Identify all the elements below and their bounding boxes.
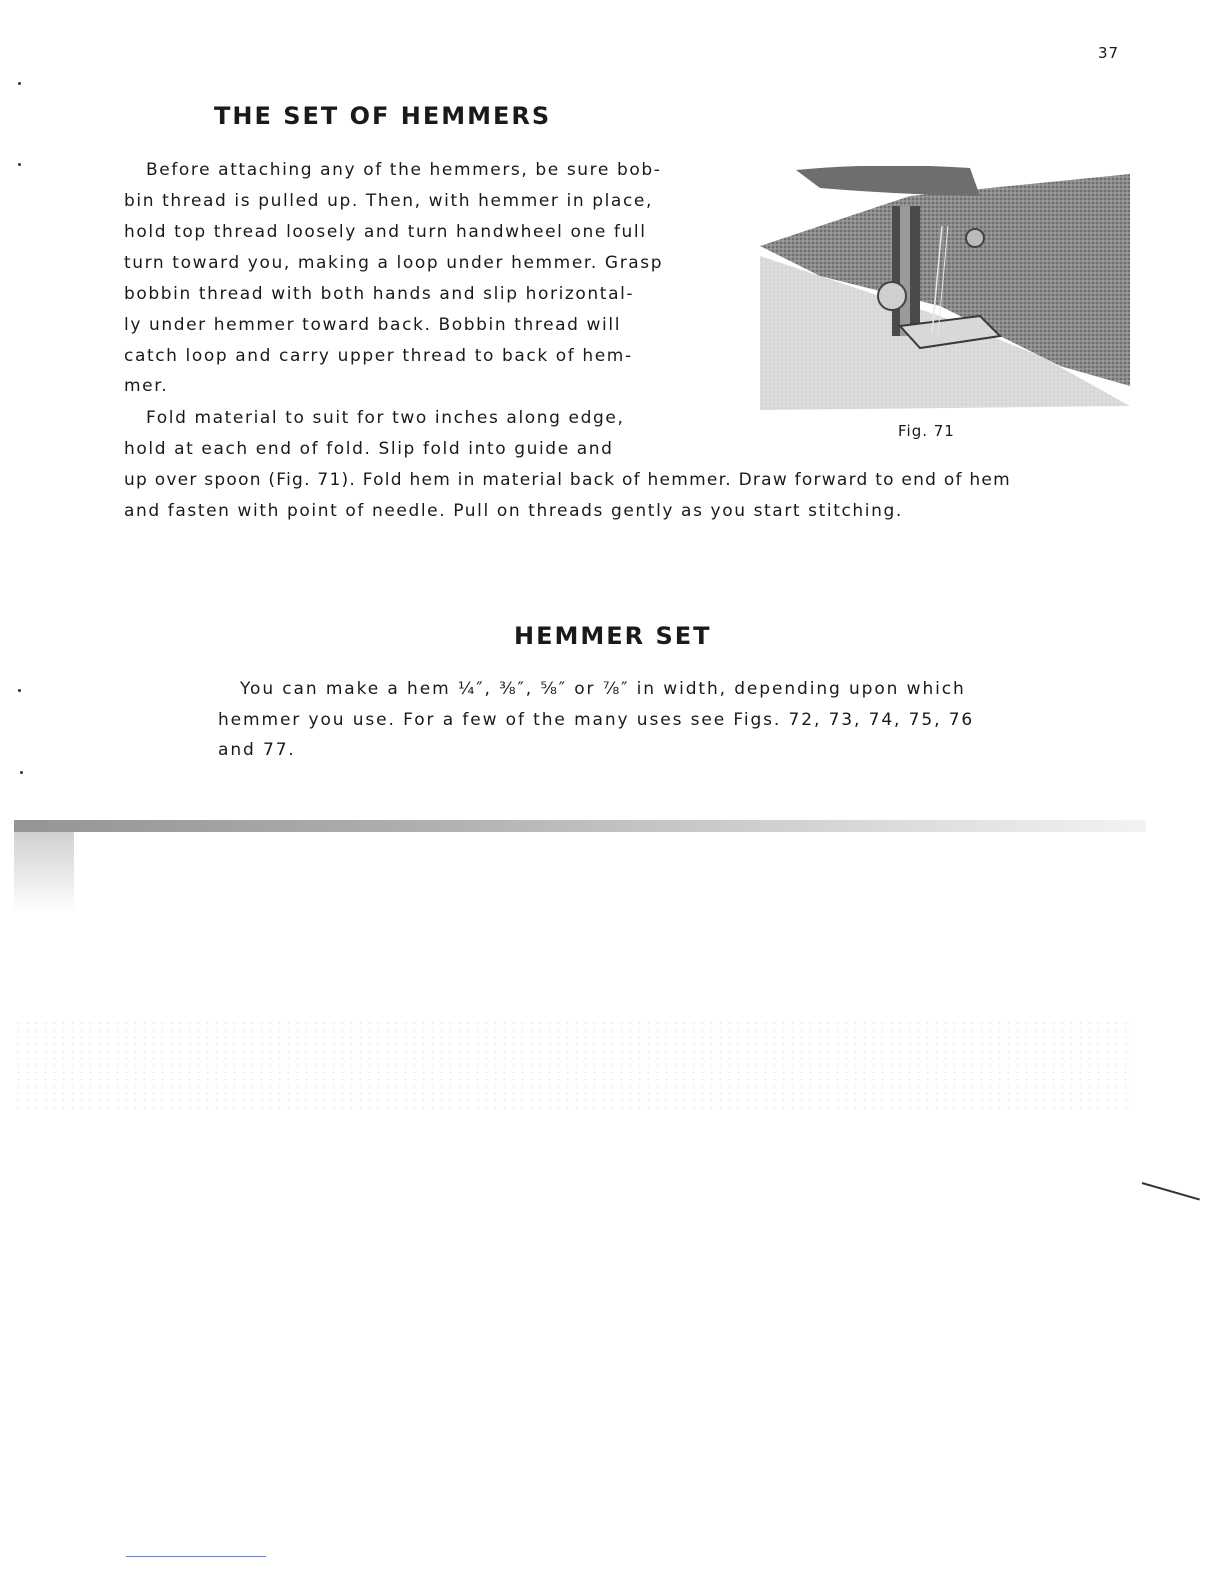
scan-speckle xyxy=(14,1020,1134,1110)
scan-dot xyxy=(18,689,21,692)
scan-shadow-fade xyxy=(14,832,74,912)
body-line: catch loop and carry upper thread to back of hem- xyxy=(124,346,633,366)
scan-shadow-band xyxy=(14,820,1146,832)
body-line: bobbin thread with both hands and slip horizontal- xyxy=(124,284,635,304)
body-line: You can make a hem ¼″, ⅜″, ⅝″ or ⅞″ in width, depending upon which xyxy=(240,679,966,699)
body-line: ly under hemmer toward back. Bobbin thread will xyxy=(124,315,622,335)
body-line: Before attaching any of the hemmers, be sure bob- xyxy=(146,160,662,180)
hemmer-presser-foot-photo xyxy=(760,166,1130,410)
scan-dot xyxy=(20,771,23,774)
body-line: hemmer you use. For a few of the many uses see Figs. 72, 73, 74, 75, 76 xyxy=(218,710,975,730)
scan-dot xyxy=(18,163,21,166)
scan-stray-stroke xyxy=(1142,1182,1200,1200)
body-line: hold top thread loosely and turn handwheel one full xyxy=(124,222,647,242)
footer-rule xyxy=(126,1556,266,1557)
figure-caption: Fig. 71 xyxy=(898,422,955,440)
page-number: 37 xyxy=(1098,44,1120,62)
body-line: up over spoon (Fig. 71). Fold hem in material back of hemmer. Draw forward to end of hem xyxy=(124,470,1011,490)
scan-dot xyxy=(18,82,21,85)
section-heading-set-of-hemmers: THE SET OF HEMMERS xyxy=(214,102,552,130)
body-line: bin thread is pulled up. Then, with hemmer in place, xyxy=(124,191,653,211)
body-line: Fold material to suit for two inches along edge, xyxy=(146,408,625,428)
body-line: and 77. xyxy=(218,740,296,760)
section-heading-hemmer-set: HEMMER SET xyxy=(514,622,712,650)
body-line: hold at each end of fold. Slip fold into guide and xyxy=(124,439,614,459)
body-line: mer. xyxy=(124,376,169,396)
body-line: turn toward you, making a loop under hemmer. Grasp xyxy=(124,253,664,273)
body-line: and fasten with point of needle. Pull on threads gently as you start stitching. xyxy=(124,501,903,521)
